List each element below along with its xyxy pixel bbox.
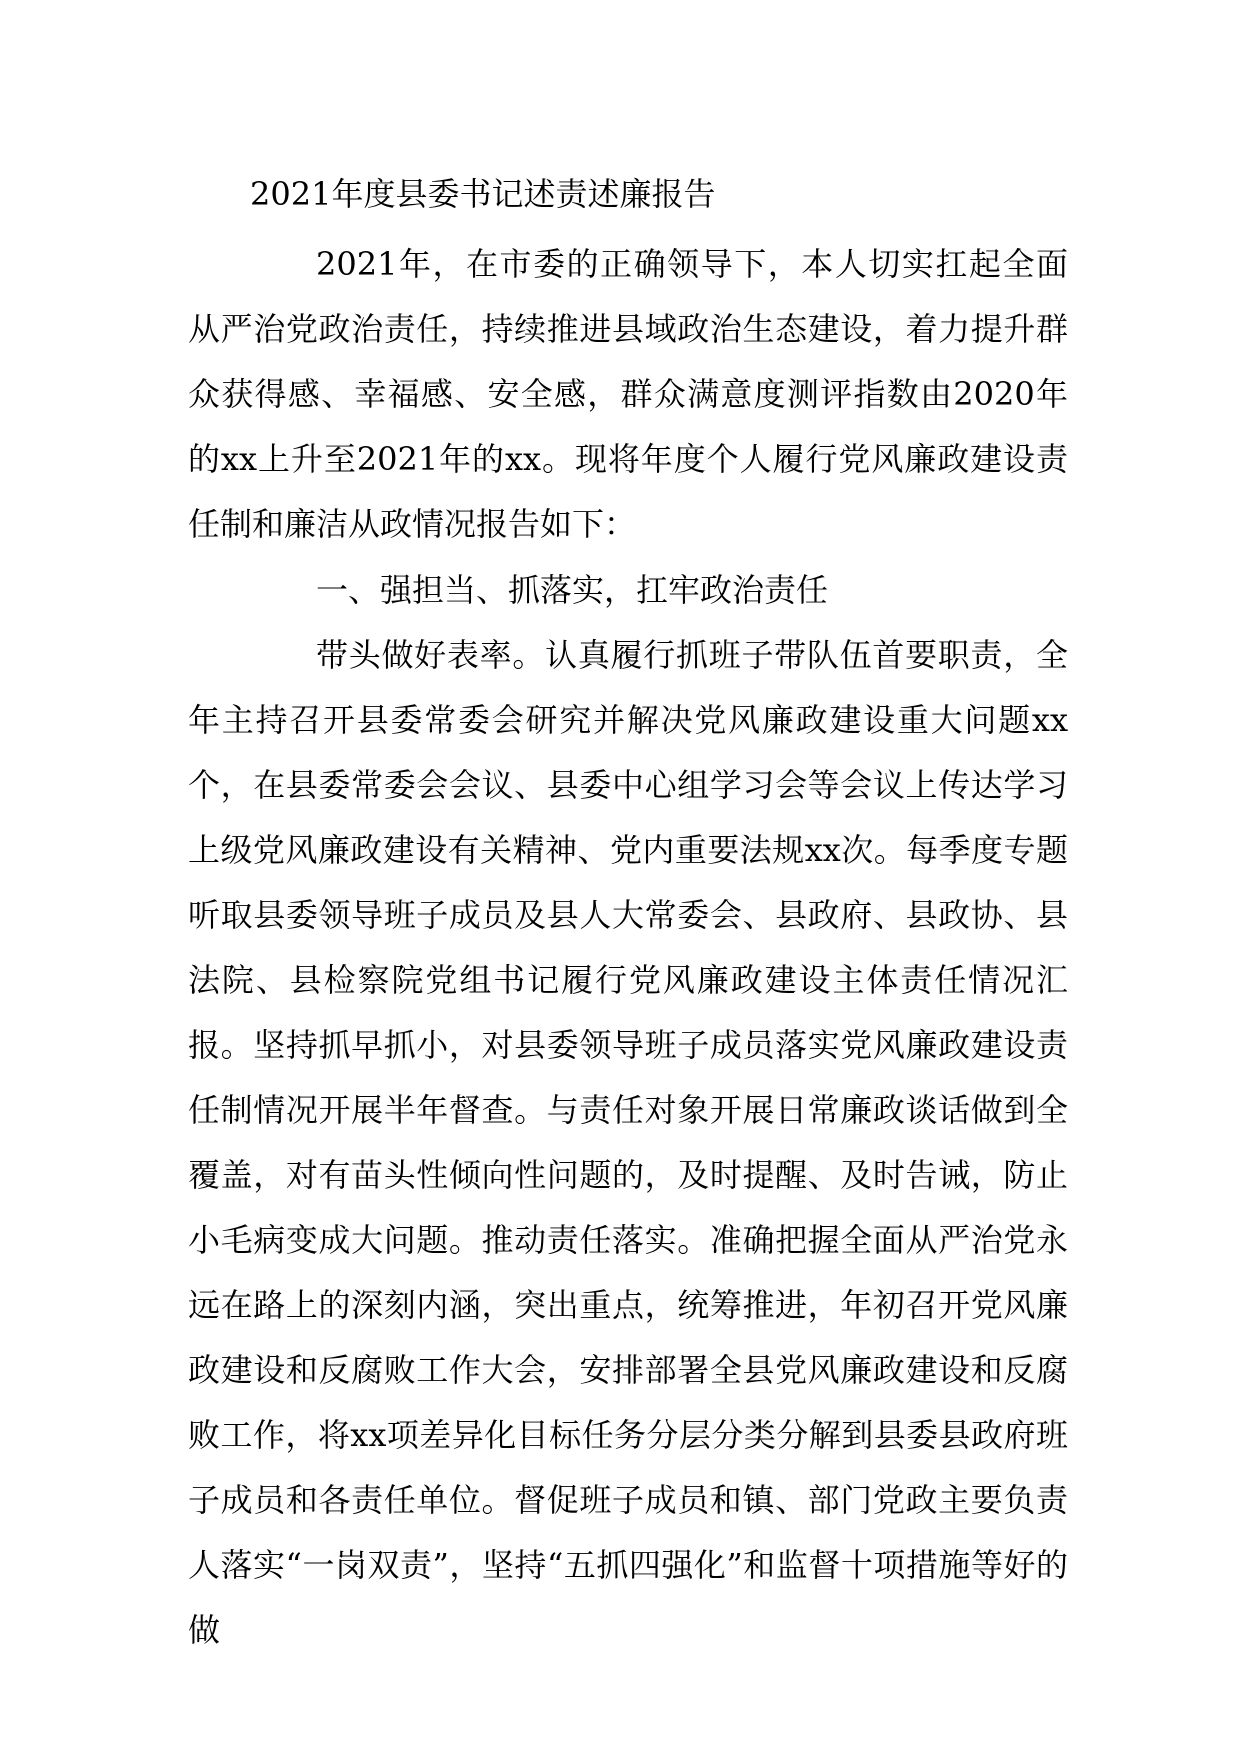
intro-paragraph: 2021年，在市委的正确领导下，本人切实扛起全面从严治党政治责任，持续推进县域政治生态建设，着力提升群众获得感、幸福感、安全感，群众满意度测评指数由2020年的xx上升至2021年的xx。现将年度个人履行党风廉政建设责任制和廉洁从政情况报告如下：	[188, 245, 1068, 543]
document-title: 2021年度县委书记述责述廉报告	[250, 175, 716, 213]
section-1-paragraph: 带头做好表率。认真履行抓班子带队伍首要职责，全年主持召开县委常委会研究并解决党风廉政建设重大问题xx个，在县委常委会会议、县委中心组学习会等会议上传达学习上级党风廉政建设有关精神、党内重要法规xx次。每季度专题听取县委领导班子成员及县人大常委会、县政府、县政协、县法院、县检察院党组书记履行党风廉政建设主体责任情况汇报。坚持抓早抓小，对县委领导班子成员落实党风廉政建设责任制情况开展半年督查。与责任对象开展日常廉政谈话做到全覆盖，对有苗头性倾向性问题的，及时提醒、及时告诫，防止小毛病变成大问题。推动责任落实。准确把握全面从严治党永远在路上的深刻内涵，突出重点，统筹推进，年初召开党风廉政建设和反腐败工作大会，安排部署全县党风廉政建设和反腐败工作，将xx项差异化目标任务分层分类分解到县委县政府班子成员和各责任单位。督促班子成员和镇、部门党政主要负责人落实“一岗双责”，坚持“五抓四强化”和监督十项措施等好的做	[188, 636, 1068, 1649]
section-1-heading: 一、强担当、抓落实，扛牢政治责任	[316, 571, 829, 609]
